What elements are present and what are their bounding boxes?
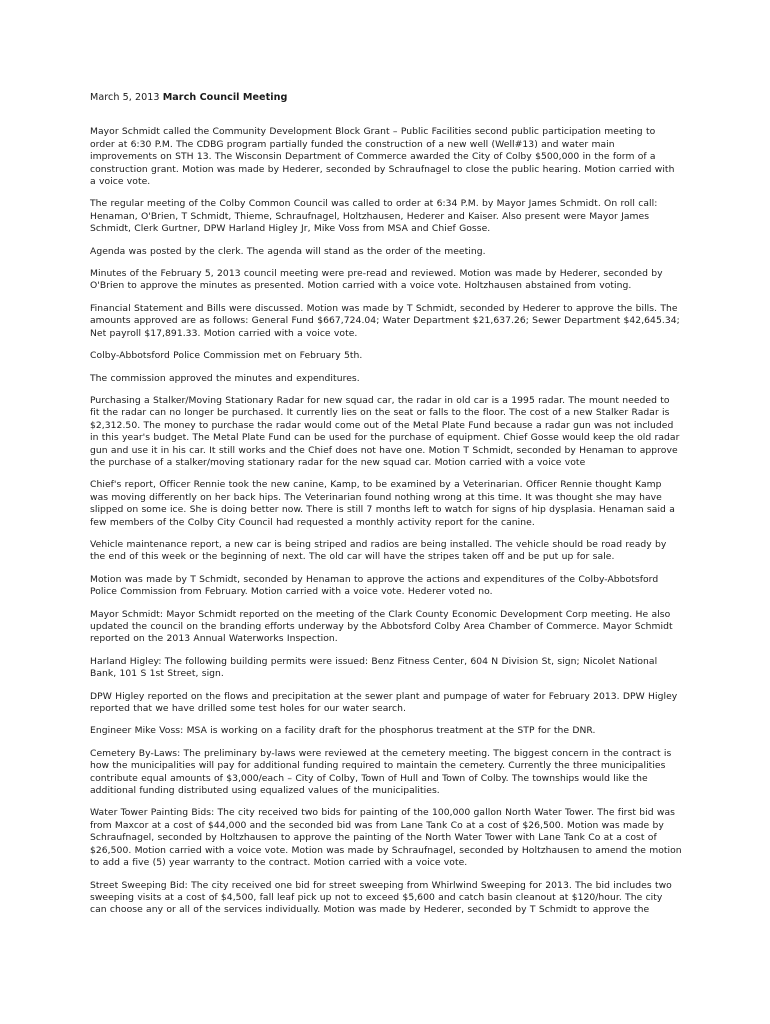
document-body: [90, 92, 682, 927]
paragraph-agenda: Agenda was posted by the clerk. The agenda will stand as the order of the meeting.: [90, 245, 486, 257]
paragraph-building-permits: Harland Higley: The following building permits were issued: Benz Fitness Center, 604 N Division St, sign; Nicolet National Bank, 101 S 1st Street, sign.: [90, 655, 658, 680]
paragraph-police-motion: Motion was made by T Schmidt, seconded by Henaman to approve the actions and expenditures of the Colby-Abbotsford Police Commission from February. Motion carried with a voice vote. Hederer voted no.: [90, 573, 659, 598]
paragraph-radar-purchase: Purchasing a Stalker/Moving Stationary Radar for new squad car, the radar in old car is a 1995 radar. The mount needed to fit the radar can no longer be purchased. It currently lies on the seat or falls to the floor. The cost of a new Stalker Radar is $2,312.50. The money to purchase the radar would come out of the Metal Plate Fund because a radar gun was not included in this year's budget. The Metal Plate Fund can be used for the purchase of equipment. Chief Gosse would keep the old radar gun and use it in his car. It still works and the Chief does not have one. Motion T Schmidt, seconded by Henaman to approve the purchase of a stalker/moving stationary radar for the new squad car. Motion carried with a voice vote: [90, 394, 680, 468]
paragraph-mayor-report: Mayor Schmidt: Mayor Schmidt reported on the meeting of the Clark County Economic Development Corp meeting. He also updated the council on the branding efforts underway by the Abbotsford Colby Area Chamber of Commerce. Mayor Schmidt reported on the 2013 Annual Waterworks Inspection.: [90, 608, 673, 645]
paragraph-vehicle-maintenance: Vehicle maintenance report, a new car is being striped and radios are being installed. The vehicle should be road ready by the end of this week or the beginning of next. The old car will have the stripes taken off and be put up for sale.: [90, 538, 667, 563]
paragraph-water-tower-bids: Water Tower Painting Bids: The city received two bids for painting of the 100,000 gallon North Water Tower. The first bid was from Maxcor at a cost of $44,000 and the seconded bid was from Lane Tank Co at a cost of $26,500. Motion was made by Schraufnagel, seconded by Holtzhausen to approve the painting of the North Water Tower with Lane Tank Co at a cost of $26,500. Motion carried with a voice vote. Motion was made by Schraufnagel, seconded by Holtzhausen to amend the motion to add a five (5) year warranty to the contract. Motion carried with a voice vote.: [90, 807, 682, 869]
paragraph-dpw-report: DPW Higley reported on the flows and precipitation at the sewer plant and pumpage of water for February 2013. DPW Higley reported that we have drilled some test holes for our water search.: [90, 690, 678, 715]
paragraph-roll-call: The regular meeting of the Colby Common Council was called to order at 6:34 P.M. by Mayor James Schmidt. On roll call: Henaman, O'Brien, T Schmidt, Thieme, Schraufnagel, Holtzhausen, Hederer and Kaiser. Also present were Mayor James Schmidt, Clerk Gurtner, DPW Harland Higley Jr, Mike Voss from MSA and Chief Gosse.: [90, 198, 658, 235]
paragraph-police-commission: Colby-Abbotsford Police Commission met on February 5th.: [90, 350, 363, 362]
paragraph-street-sweeping: Street Sweeping Bid: The city received one bid for street sweeping from Whirlwind Sweeping for 2013. The bid includes two sweeping visits at a cost of $4,500, fall leaf pick up not to exceed $5,600 and catch basin cleanout at $120/hour. The city can choose any or all of the services individually. Motion was made by Hederer, seconded by T Schmidt to approve the: [90, 879, 672, 916]
document-heading: [90, 92, 682, 104]
paragraph-engineer-report: Engineer Mike Voss: MSA is working on a facility draft for the phosphorus treatment at the STP for the DNR.: [90, 725, 596, 737]
meeting-title: March Council Meeting: [162, 92, 288, 103]
paragraph-cemetery-bylaws: Cemetery By-Laws: The preliminary by-laws were reviewed at the cemetery meeting. The biggest concern in the contract is how the municipalities will pay for additional funding required to maintain the cemetery. Currently the three municipalities contribute equal amounts of $3,000/each – City of Colby, Town of Hull and Town of Colby. The townships would like the additional funding distributed using equalized values of the municipalities.: [90, 747, 672, 797]
meeting-date: March 5, 2013: [90, 92, 160, 103]
paragraph-minutes: Minutes of the February 5, 2013 council meeting were pre-read and reviewed. Motion was made by Hederer, seconded by O'Brien to approve the minutes as presented. Motion carried with a voice vote. Holtzhausen abstained from voting.: [90, 268, 663, 292]
paragraph-commission-approved: The commission approved the minutes and expenditures.: [90, 372, 360, 384]
paragraph-cdbg-hearing: Mayor Schmidt called the Community Development Block Grant – Public Facilities second public participation meeting to order at 6:30 P.M. The CDBG program partially funded the construction of a new well (Well#13) and water main improvements on STH 13. The Wisconsin Department of Commerce awarded the City of Colby $500,000 in the form of a construction grant. Motion was made by Hederer, seconded by Schraufnagel to close the public hearing. Motion carried with a voice vote.: [90, 126, 675, 188]
paragraph-financial: Financial Statement and Bills were discussed. Motion was made by T Schmidt, seconded by Hederer to approve the bills. The amounts approved are as follows: General Fund $667,724.04; Water Department $21,637.26; Sewer Department $42,645.34; Net payroll $17,891.33. Motion carried with a voice vote.: [90, 302, 680, 339]
paragraph-chiefs-report: Chief's report, Officer Rennie took the new canine, Kamp, to be examined by a Veterinarian. Officer Rennie thought Kamp was moving differently on her back hips. The Veterinarian found nothing wrong at this time. It was thought she may have slipped on some ice. She is doing better now. There is still 7 months left to watch for signs of hip dysplasia. Henaman said a few members of the Colby City Council had requested a monthly activity report for the canine.: [90, 479, 675, 528]
